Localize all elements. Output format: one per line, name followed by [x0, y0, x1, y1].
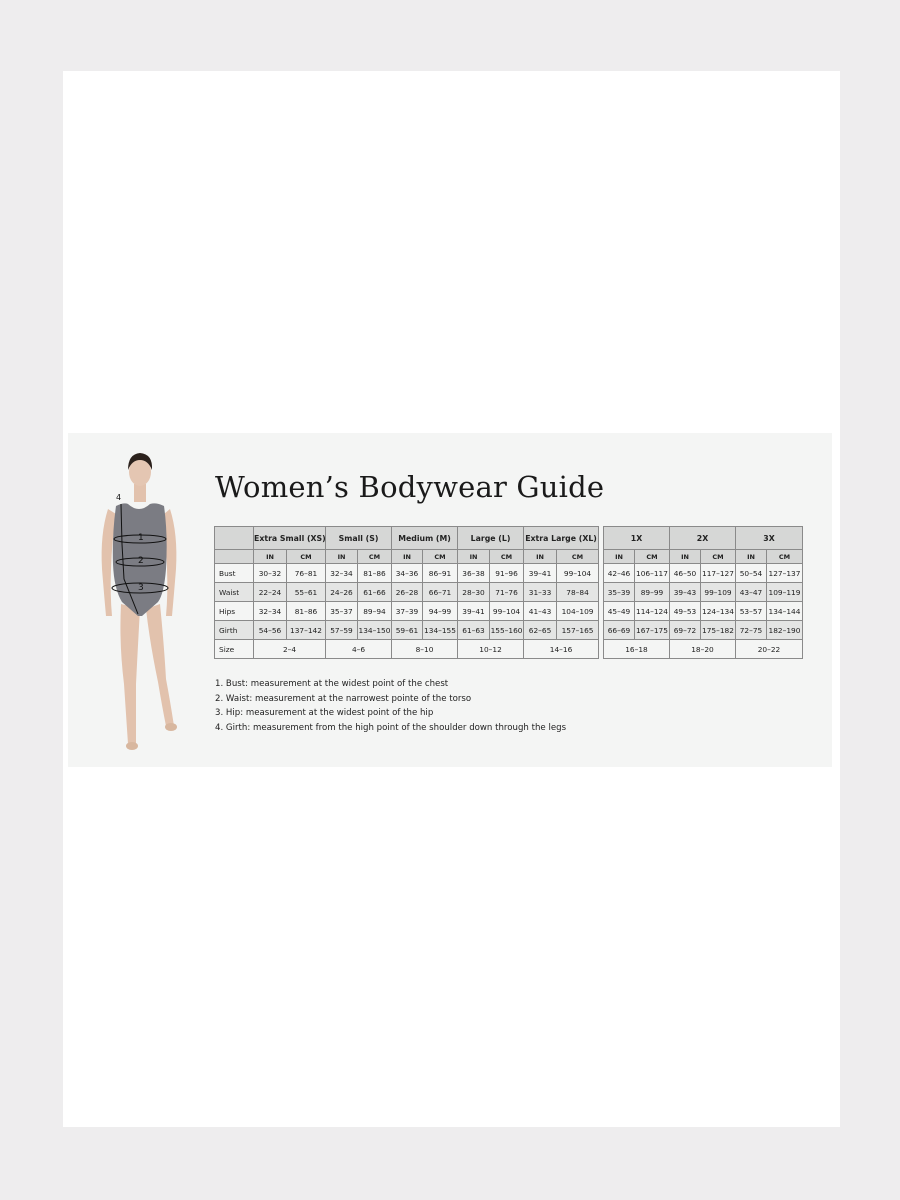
table-cell: 76–81 — [287, 564, 326, 583]
table-cell: 66–71 — [423, 583, 458, 602]
table-cell: 36–38 — [458, 564, 490, 583]
table-row — [604, 583, 803, 602]
table-cell: 22–24 — [254, 583, 287, 602]
table-cell: 182–190 — [767, 621, 803, 640]
table-cell: 134–150 — [358, 621, 392, 640]
table-row — [604, 564, 803, 583]
table-cell: 89–99 — [635, 583, 670, 602]
table-row — [604, 602, 803, 621]
table-cell: 28–30 — [458, 583, 490, 602]
unit-cm: CM — [557, 550, 599, 564]
table-cell: 42–46 — [604, 564, 635, 583]
size-value: 4–6 — [326, 640, 392, 659]
table-row — [215, 564, 599, 583]
table-cell: 46–50 — [670, 564, 701, 583]
marker-3: 3 — [138, 583, 144, 593]
table-cell: 106–117 — [635, 564, 670, 583]
unit-in: IN — [736, 550, 767, 564]
table-cell: 72–75 — [736, 621, 767, 640]
size-value: 2–4 — [254, 640, 326, 659]
table-cell: 81–86 — [287, 602, 326, 621]
table-cell: 117–127 — [701, 564, 736, 583]
table-cell: 39–41 — [524, 564, 557, 583]
marker-2: 2 — [138, 556, 144, 566]
table-cell: 32–34 — [254, 602, 287, 621]
table-cell: 91–96 — [490, 564, 524, 583]
table-corner — [215, 527, 254, 550]
table-cell: 104–109 — [557, 602, 599, 621]
table-cell: 37–39 — [392, 602, 423, 621]
unit-cm: CM — [701, 550, 736, 564]
size-header: Small (S) — [326, 527, 392, 550]
row-label: Girth — [215, 621, 254, 640]
table-cell: 86–91 — [423, 564, 458, 583]
table-cell: 124–134 — [701, 602, 736, 621]
note-item: 2. Waist: measurement at the narrowest pointe of the torso — [215, 693, 472, 704]
table-cell: 31–33 — [524, 583, 557, 602]
unit-cm: CM — [767, 550, 803, 564]
table-row — [215, 602, 599, 621]
table-cell: 127–137 — [767, 564, 803, 583]
table-cell: 109–119 — [767, 583, 803, 602]
row-label: Bust — [215, 564, 254, 583]
table-cell: 34–36 — [392, 564, 423, 583]
size-header: 2X — [670, 527, 736, 550]
unit-in: IN — [458, 550, 490, 564]
unit-in: IN — [524, 550, 557, 564]
marker-1: 1 — [138, 533, 144, 543]
table-cell: 39–43 — [670, 583, 701, 602]
table-cell: 175–182 — [701, 621, 736, 640]
size-header: 1X — [604, 527, 670, 550]
table-cell: 69–72 — [670, 621, 701, 640]
unit-in: IN — [670, 550, 701, 564]
size-header: Medium (M) — [392, 527, 458, 550]
size-value: 20–22 — [736, 640, 803, 659]
table-cell: 99–109 — [701, 583, 736, 602]
table-cell: 39–41 — [458, 602, 490, 621]
unit-in: IN — [392, 550, 423, 564]
unit-cm: CM — [423, 550, 458, 564]
unit-cm: CM — [635, 550, 670, 564]
table-cell: 30–32 — [254, 564, 287, 583]
size-value: 8–10 — [392, 640, 458, 659]
table-cell: 114–124 — [635, 602, 670, 621]
table-row — [215, 640, 599, 659]
table-cell: 35–39 — [604, 583, 635, 602]
size-header: Large (L) — [458, 527, 524, 550]
table-cell: 26–28 — [392, 583, 423, 602]
measurement-notes — [215, 677, 566, 735]
table-cell: 50–54 — [736, 564, 767, 583]
table-cell: 99–104 — [557, 564, 599, 583]
table-row — [604, 621, 803, 640]
table-cell: 157–165 — [557, 621, 599, 640]
table-cell: 134–155 — [423, 621, 458, 640]
table-row — [604, 640, 803, 659]
unit-in: IN — [254, 550, 287, 564]
note-item: 1. Bust: measurement at the widest point of the chest — [215, 679, 449, 689]
size-value: 14–16 — [524, 640, 599, 659]
size-header: Extra Large (XL) — [524, 527, 599, 550]
table-cell: 57–59 — [326, 621, 358, 640]
table-cell: 54–56 — [254, 621, 287, 640]
size-header: Extra Small (XS) — [254, 527, 326, 550]
table-cell: 53–57 — [736, 602, 767, 621]
table-cell: 99–104 — [490, 602, 524, 621]
table-cell: 24–26 — [326, 583, 358, 602]
size-table-standard — [214, 526, 599, 659]
table-row — [215, 621, 599, 640]
unit-in: IN — [326, 550, 358, 564]
size-value: 10–12 — [458, 640, 524, 659]
table-cell: 66–69 — [604, 621, 635, 640]
size-value: 16–18 — [604, 640, 670, 659]
table-cell: 78–84 — [557, 583, 599, 602]
table-cell: 49–53 — [670, 602, 701, 621]
model-figure — [86, 444, 196, 754]
table-cell: 71–76 — [490, 583, 524, 602]
size-header: 3X — [736, 527, 803, 550]
row-label: Hips — [215, 602, 254, 621]
size-value: 18–20 — [670, 640, 736, 659]
table-cell: 89–94 — [358, 602, 392, 621]
table-cell: 61–63 — [458, 621, 490, 640]
table-cell: 137–142 — [287, 621, 326, 640]
table-cell: 35–37 — [326, 602, 358, 621]
table-cell: 45–49 — [604, 602, 635, 621]
unit-cm: CM — [490, 550, 524, 564]
row-label: Size — [215, 640, 254, 659]
table-cell: 61–66 — [358, 583, 392, 602]
size-table-plus — [603, 526, 803, 659]
table-cell: 62–65 — [524, 621, 557, 640]
unit-cm: CM — [287, 550, 326, 564]
marker-4: 4 — [116, 493, 122, 502]
table-cell: 155–160 — [490, 621, 524, 640]
table-cell: 167–175 — [635, 621, 670, 640]
table-cell: 32–34 — [326, 564, 358, 583]
table-cell: 94–99 — [423, 602, 458, 621]
table-cell: 41–43 — [524, 602, 557, 621]
table-cell: 55–61 — [287, 583, 326, 602]
page-title: Women’s Bodywear Guide — [215, 470, 605, 504]
unit-in: IN — [604, 550, 635, 564]
table-cell: 134–144 — [767, 602, 803, 621]
table-cell: 43–47 — [736, 583, 767, 602]
note-item: 3. Hip: measurement at the widest point of the hip — [215, 708, 434, 719]
table-row — [215, 583, 599, 602]
note-item: 4. Girth: measurement from the high point of the shoulder down through the legs — [215, 722, 567, 733]
unit-cm: CM — [358, 550, 392, 564]
row-label: Waist — [215, 583, 254, 602]
table-cell: 59–61 — [392, 621, 423, 640]
table-corner — [215, 550, 254, 564]
table-cell: 81–86 — [358, 564, 392, 583]
